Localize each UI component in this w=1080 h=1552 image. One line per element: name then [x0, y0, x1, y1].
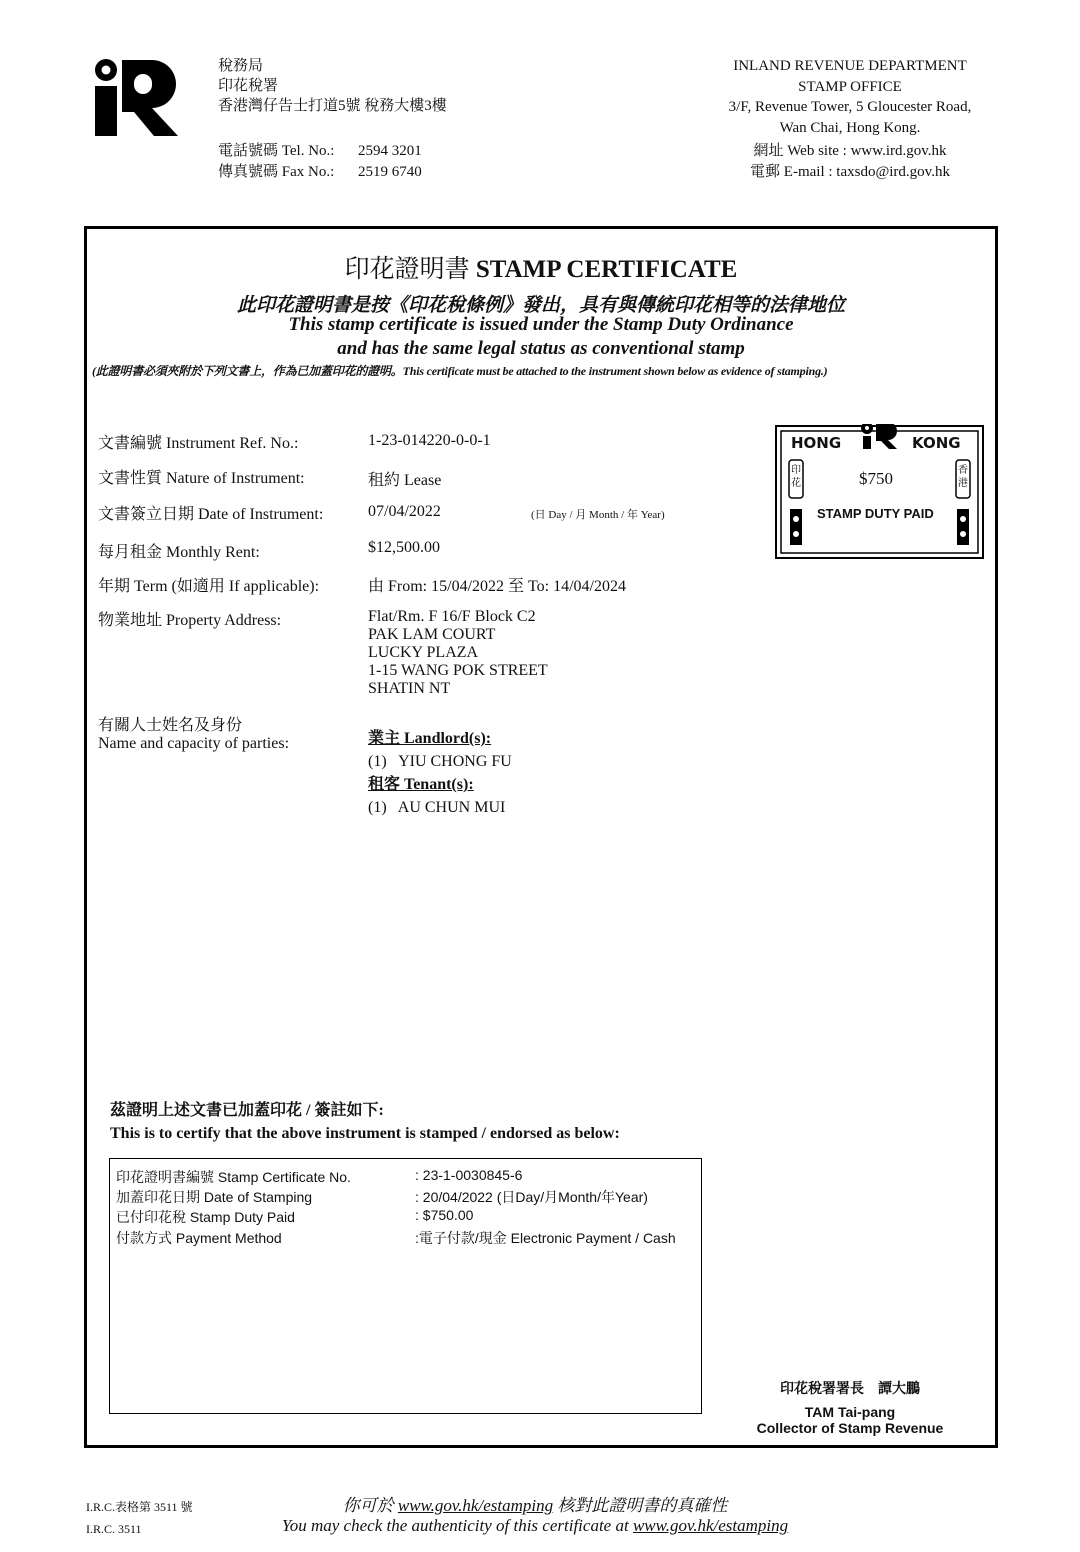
duty-paid-value: : $750.00 [415, 1207, 474, 1223]
cert-no-value: : 23-1-0030845-6 [415, 1167, 523, 1183]
stamp-hong: HONG [791, 434, 842, 452]
landlord-name: (1) YIU CHONG FU [368, 753, 512, 770]
parties-label-en: Name and capacity of parties: [98, 735, 290, 752]
certify-zh: 茲證明上述文書已加蓋印花 / 簽註如下: [110, 1102, 384, 1119]
date-label: 文書簽立日期 Date of Instrument: [98, 506, 324, 523]
stamp-right-chars: 香港 [958, 465, 968, 489]
date-value: 07/04/2022 [368, 503, 441, 520]
website[interactable]: 網址 Web site : www.ird.gov.hk [753, 143, 947, 159]
term-value: 由 From: 15/04/2022 至 To: 14/04/2024 [368, 578, 627, 595]
nature-value: 租約 Lease [368, 472, 442, 489]
certify-en: This is to certify that the above instrument is stamped / endorsed as below: [110, 1125, 620, 1142]
address-zh: 香港灣仔告士打道5號 稅務大樓3樓 [218, 98, 447, 114]
address-line: PAK LAM COURT [368, 626, 496, 643]
cert-no-label: 印花證明書編號 Stamp Certificate No. [116, 1169, 351, 1185]
estamping-link[interactable]: www.gov.hk/estamping [397, 1496, 554, 1515]
property-address [368, 608, 548, 698]
estamping-link[interactable]: www.gov.hk/estamping [632, 1516, 789, 1535]
tenant-heading: 租客 Tenant(s): [368, 776, 474, 793]
form-number-zh: I.R.C.表格第 3511 號 [86, 1500, 193, 1514]
header-en-address [700, 56, 1000, 138]
address-line: LUCKY PLAZA [368, 644, 479, 661]
stamp-amount: $750 [859, 469, 893, 488]
fax-label: 傳真號碼 Fax No.: [218, 164, 335, 180]
payment-method-value: :電子付款/現金 Electronic Payment / Cash [415, 1230, 676, 1246]
ref-value: 1-23-014220-0-0-1 [368, 432, 491, 449]
subtitle-en-1: This stamp certificate is issued under the Stamp Duty Ordinance [288, 314, 794, 335]
dept-zh: 稅務局 [218, 58, 264, 74]
ref-label: 文書編號 Instrument Ref. No.: [98, 435, 299, 452]
address-en-2: Wan Chai, Hong Kong. [779, 119, 921, 136]
stamp-date-label: 加蓋印花日期 Date of Stamping [116, 1189, 313, 1205]
verify-note-en [240, 1516, 830, 1536]
tel-value: 2594 3201 [358, 143, 422, 159]
certify-statement [110, 1099, 620, 1145]
parties-label [98, 717, 289, 753]
verify-zh-post: 核對此證明書的真確性 [557, 1496, 728, 1515]
date-format-hint: (日 Day / 月 Month / 年 Year) [531, 509, 665, 521]
email[interactable]: 電郵 E-mail : taxsdo@ird.gov.hk [750, 164, 950, 180]
signature-name-en: TAM Tai-pang [804, 1404, 896, 1420]
verify-en-pre: You may check the authenticity of this certificate at [281, 1516, 629, 1535]
verify-zh-pre: 你可於 [342, 1496, 394, 1515]
header-zh-address [218, 56, 447, 116]
office-en: STAMP OFFICE [798, 78, 902, 95]
form-number-en: I.R.C. 3511 [86, 1522, 142, 1536]
contact-numbers [218, 141, 422, 183]
payment-method-label: 付款方式 Payment Method [116, 1230, 282, 1246]
address-label: 物業地址 Property Address: [98, 612, 282, 629]
address-line: 1-15 WANG POK STREET [368, 662, 548, 679]
stamp-date-value: : 20/04/2022 (日Day/月Month/年Year) [415, 1189, 648, 1205]
dept-en: INLAND REVENUE DEPARTMENT [733, 58, 967, 74]
title-en: STAMP CERTIFICATE [475, 256, 738, 283]
tenant-name: (1) AU CHUN MUI [368, 799, 506, 816]
address-line: Flat/Rm. F 16/F Block C2 [368, 608, 536, 625]
address-line: SHATIN NT [368, 680, 451, 697]
header-web-email [700, 141, 1000, 183]
signature-title-en: Collector of Stamp Revenue [756, 1420, 944, 1436]
parties [368, 727, 512, 819]
stamp-duty-paid-seal [775, 424, 985, 560]
form-number [86, 1496, 193, 1540]
stamp-kong: KONG [912, 434, 961, 452]
certificate-title [84, 249, 998, 285]
ird-logo [92, 56, 180, 138]
signature-title-zh: 印花稅署署長 譚大鵬 [780, 1380, 920, 1396]
attachment-note: (此證明書必須夾附於下列文書上，作為已加蓋印花的證明。This certificate must be attached to the instrument shown below as evidence of stamping.) [92, 364, 828, 378]
parties-label-zh: 有關人士姓名及身份 [98, 717, 243, 734]
office-zh: 印花稅署 [218, 78, 279, 94]
title-zh: 印花證明書 [344, 256, 470, 283]
nature-label: 文書性質 Nature of Instrument: [98, 470, 305, 487]
term-label: 年期 Term (如適用 If applicable): [98, 578, 320, 595]
duty-paid-label: 已付印花稅 Stamp Duty Paid [116, 1209, 295, 1225]
stamp-left-chars: 印花 [791, 465, 801, 489]
address-en-1: 3/F, Revenue Tower, 5 Gloucester Road, [728, 99, 972, 115]
rent-value: $12,500.00 [368, 539, 440, 556]
verify-note-zh [240, 1491, 830, 1516]
tel-label: 電話號碼 Tel. No.: [218, 143, 335, 159]
subtitle-en-2: and has the same legal status as conventional stamp [337, 338, 745, 359]
landlord-heading: 業主 Landlord(s): [368, 730, 492, 747]
stamp-caption: STAMP DUTY PAID [817, 506, 934, 521]
rent-label: 每月租金 Monthly Rent: [98, 544, 260, 561]
fax-value: 2519 6740 [358, 164, 422, 180]
subtitle-zh: 此印花證明書是按《印花稅條例》發出，具有與傳統印花相等的法律地位 [236, 295, 845, 316]
